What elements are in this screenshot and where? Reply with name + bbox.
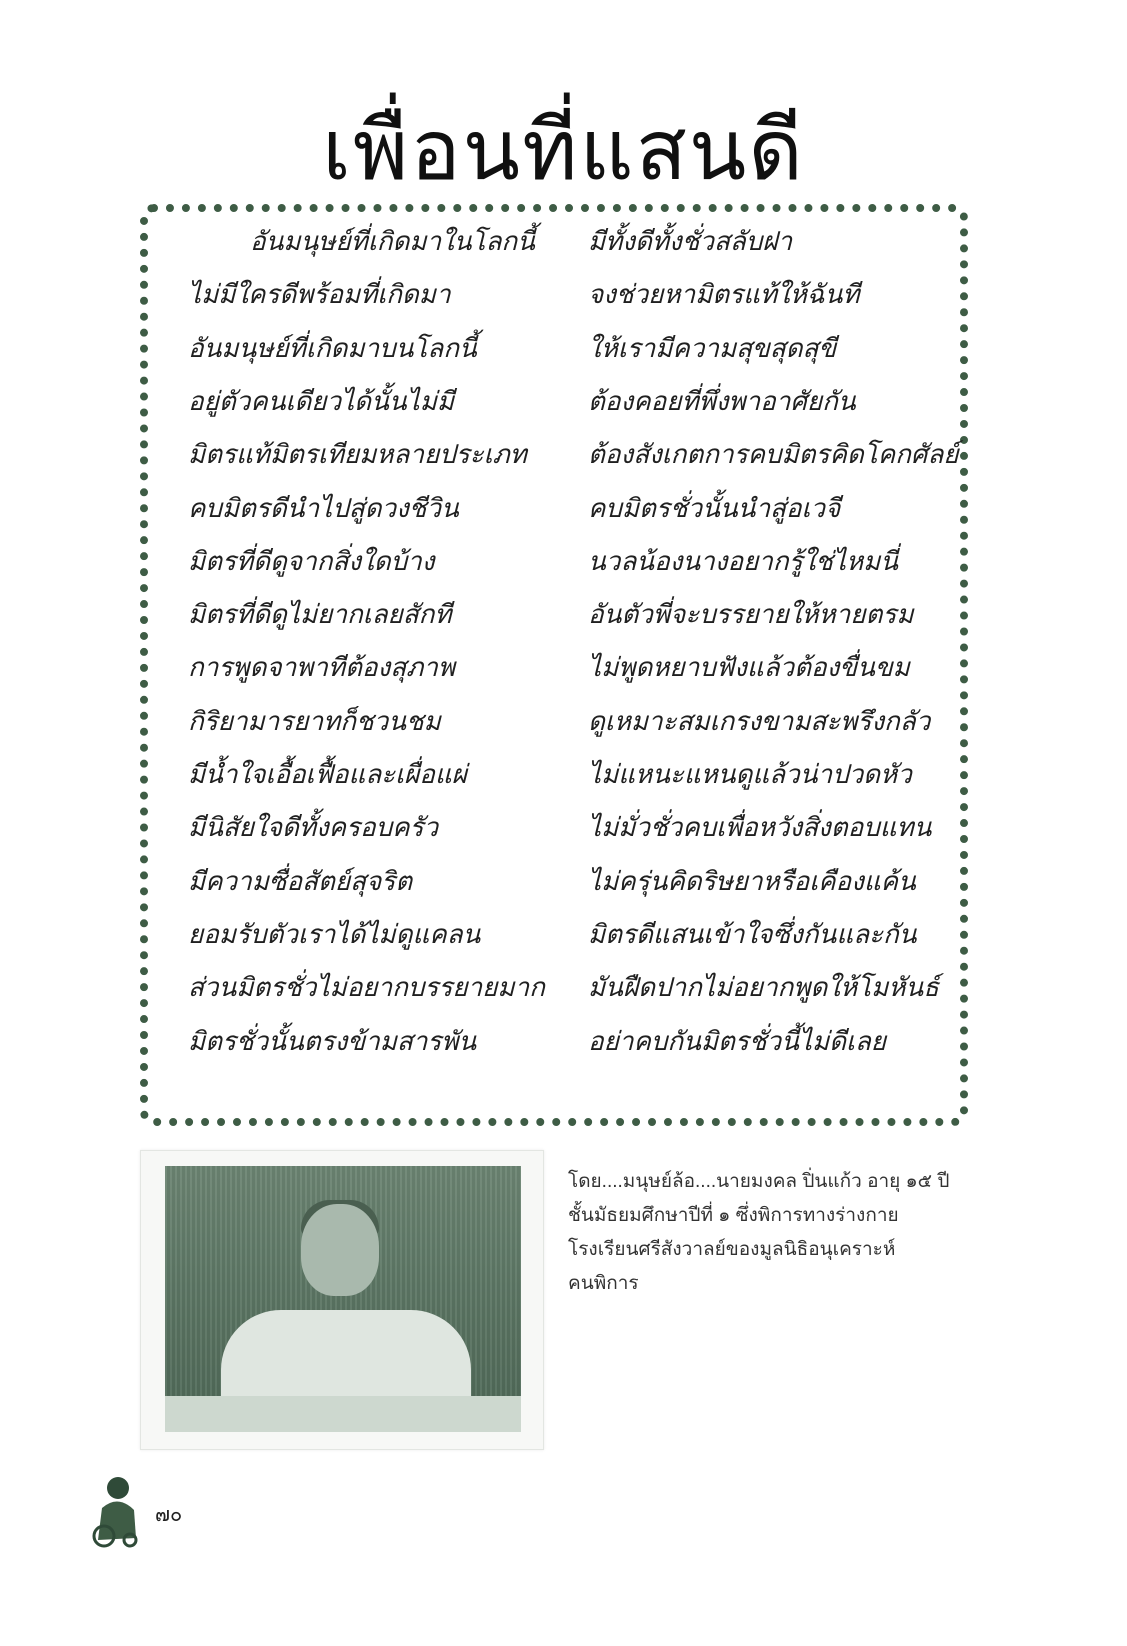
poem-row — [140, 595, 968, 651]
verse-left: มิตรชั่วนั้นตรงข้ามสารพัน — [188, 1027, 477, 1057]
verse-right: คบมิตรชั่วนั้นนำสู่อเวจี — [588, 494, 841, 524]
author-photo — [165, 1166, 521, 1432]
page-title: เพื่อนที่แสนดี — [322, 101, 805, 199]
poem-row — [140, 968, 968, 1024]
verse-right: มันฝืดปากไม่อยากพูดให้โมหันธ์ — [588, 973, 940, 1003]
verse-right: ไม่แหนะแหนดูแล้วน่าปวดหัว — [588, 760, 912, 790]
verse-right: ต้องคอยที่พึ่งพาอาศัยกัน — [588, 387, 856, 417]
verse-right: อันตัวพี่จะบรรยายให้หายตรม — [588, 600, 914, 630]
verse-right: ไม่มั่วชั่วคบเพื่อหวังสิ่งตอบแทน — [588, 813, 932, 843]
poem-row — [140, 755, 968, 811]
verse-right: มีทั้งดีทั้งชั่วสลับฝา — [588, 227, 793, 257]
verse-left: มิตรแท้มิตรเทียมหลายประเภท — [188, 440, 527, 470]
poem-row — [140, 808, 968, 864]
verse-left: มีนิสัยใจดีทั้งครอบครัว — [188, 813, 439, 843]
verse-left: ส่วนมิตรชั่วไม่อยากบรรยายมาก — [188, 973, 545, 1003]
poem-row — [140, 435, 968, 491]
verse-left: คบมิตรดีนำไปสู่ดวงชีวิน — [188, 494, 459, 524]
verse-left: การพูดจาพาทีต้องสุภาพ — [188, 653, 455, 683]
verse-left: อันมนุษย์ที่เกิดมาในโลกนี้ — [250, 227, 535, 257]
caption-line: โรงเรียนศรีสังวาลย์ของมูลนิธิอนุเคราะห์ — [568, 1239, 896, 1260]
poem-row — [140, 275, 968, 331]
verse-right: ให้เรามีความสุขสุดสุขี — [588, 334, 837, 364]
verse-right: มิตรดีแสนเข้าใจซึ่งกันและกัน — [588, 920, 917, 950]
verse-right: นวลน้องนางอยากรู้ใช่ไหมนี่ — [588, 547, 899, 577]
verse-left: กิริยามารยาทก็ชวนชม — [188, 707, 441, 737]
verse-left: มีน้ำใจเอื้อเฟื้อและเผื่อแผ่ — [188, 760, 467, 790]
author-caption — [568, 1165, 1008, 1301]
poem-row — [140, 382, 968, 438]
poem-row — [140, 489, 968, 545]
verse-right: ไม่พูดหยาบฟังแล้วต้องขื่นขม — [588, 653, 910, 683]
verse-left: มิตรที่ดีดูจากสิ่งใดบ้าง — [188, 547, 435, 577]
verse-left: มิตรที่ดีดูไม่ยากเลยสักที — [188, 600, 452, 630]
verse-left: ไม่มีใครดีพร้อมที่เกิดมา — [188, 280, 451, 310]
verse-right: อย่าคบกันมิตรชั่วนี้ไม่ดีเลย — [588, 1027, 887, 1057]
poem-row — [140, 862, 968, 918]
mascot-icon — [84, 1470, 144, 1550]
page-number: ๗๐ — [155, 1502, 183, 1526]
caption-line: ชั้นมัธยมศึกษาปีที่ ๑ ซึ่งพิการทางร่างกาย — [568, 1205, 899, 1226]
poem-row — [140, 1022, 968, 1078]
verse-right: ดูเหมาะสมเกรงขามสะพรึงกลัว — [588, 707, 931, 737]
poem-row — [140, 329, 968, 385]
poem-row — [140, 915, 968, 971]
verse-right: จงช่วยหามิตรแท้ให้ฉันที — [588, 280, 860, 310]
verse-left: ยอมรับตัวเราได้ไม่ดูแคลน — [188, 920, 481, 950]
poem-row — [140, 222, 968, 278]
verse-left: มีความซื่อสัตย์สุจริต — [188, 867, 413, 897]
caption-line: คนพิการ — [568, 1273, 639, 1294]
verse-right: ต้องสังเกตการคบมิตรคิดโคกศัลย์ — [588, 440, 959, 470]
caption-line: โดย....มนุษย์ล้อ....นายมงคล ปิ่นแก้ว อายุ ๑๕ ปี — [568, 1171, 950, 1192]
verse-left: อยู่ตัวคนเดียวได้นั้นไม่มี — [188, 387, 454, 417]
poem-row — [140, 542, 968, 598]
verse-left: อันมนุษย์ที่เกิดมาบนโลกนี้ — [188, 334, 477, 364]
poem-row — [140, 648, 968, 704]
poem-row — [140, 702, 968, 758]
verse-right: ไม่ครุ่นคิดริษยาหรือเคืองแค้น — [588, 867, 916, 897]
